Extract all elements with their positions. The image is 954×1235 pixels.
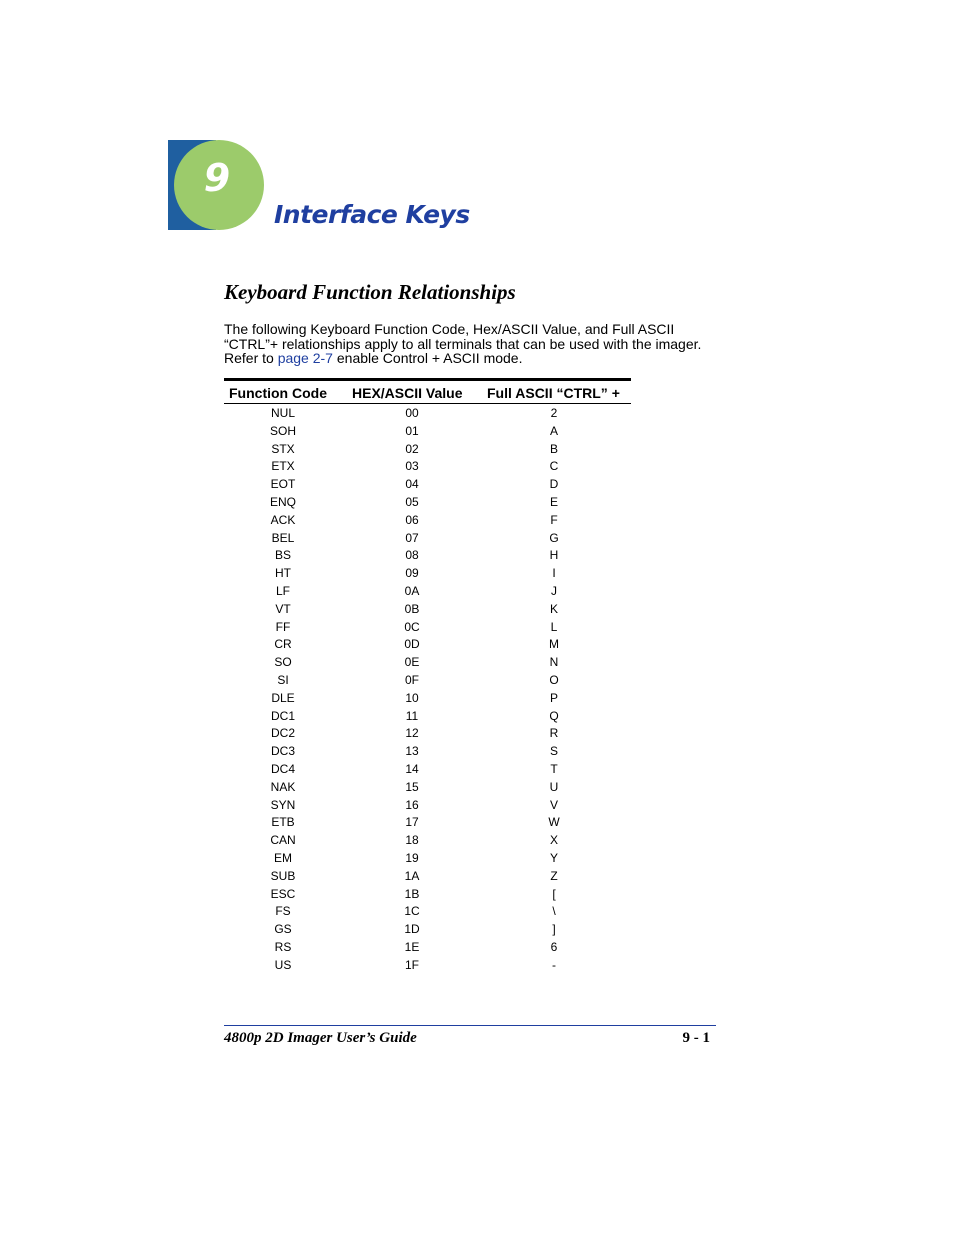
table-row (224, 600, 631, 618)
cell-hex-ascii-value: 0E (404, 655, 420, 670)
cell-hex-ascii-value: 0D (404, 637, 420, 652)
cell-full-ascii-ctrl: D (549, 477, 559, 492)
table-row (224, 849, 631, 867)
cell-function-code: EM (274, 850, 292, 865)
cell-hex-ascii-value: 1D (404, 922, 420, 937)
cell-function-code: VT (275, 601, 291, 616)
chapter-badge (168, 140, 264, 230)
cell-hex-ascii-value: 1C (404, 904, 420, 919)
table-header (224, 381, 631, 404)
cell-hex-ascii-value: 11 (405, 708, 419, 723)
table-row (224, 831, 631, 849)
cell-full-ascii-ctrl: 2 (550, 406, 558, 420)
cell-full-ascii-ctrl: B (549, 441, 558, 456)
cell-function-code: ETX (271, 459, 295, 474)
cell-function-code: SOH (269, 423, 296, 438)
cell-full-ascii-ctrl: X (549, 833, 558, 848)
table-row (224, 404, 631, 422)
cell-hex-ascii-value: 0A (404, 583, 420, 598)
intro-line-3 (224, 351, 724, 366)
cell-hex-ascii-value: 0F (404, 672, 419, 687)
footer-guide-title: 4800p 2D Imager User’s Guide (224, 1030, 417, 1046)
footer-rule (224, 1025, 716, 1026)
table-row (224, 475, 631, 493)
cell-function-code: BS (274, 548, 291, 563)
footer-page-number: 9 - 1 (682, 1030, 710, 1046)
intro-paragraph (224, 322, 724, 366)
cell-function-code: SYN (270, 797, 296, 812)
intro-line-1: The following Keyboard Function Code, Hex/ASCII Value, and Full ASCII (224, 321, 675, 337)
cell-function-code: STX (271, 441, 295, 456)
cell-hex-ascii-value: 1E (404, 939, 420, 954)
table-row (224, 564, 631, 582)
cell-function-code: FF (275, 619, 291, 634)
cell-function-code: BEL (271, 530, 295, 545)
cell-function-code: DC4 (270, 761, 295, 776)
intro-line-3-before: Refer to (224, 350, 278, 366)
intro-line-2: “CTRL”+ relationships apply to all terminals that can be used with the imager. (224, 335, 702, 352)
cell-hex-ascii-value: 07 (405, 530, 419, 545)
cell-full-ascii-ctrl: U (549, 779, 559, 794)
cell-full-ascii-ctrl: L (550, 619, 558, 634)
cell-full-ascii-ctrl: I (552, 566, 556, 581)
cell-function-code: SO (274, 655, 292, 670)
cell-full-ascii-ctrl: C (549, 459, 559, 474)
table-row (224, 457, 631, 475)
cell-function-code: ENQ (269, 494, 296, 509)
table-row (224, 867, 631, 885)
table-row (224, 778, 631, 796)
cell-hex-ascii-value: 14 (405, 761, 419, 776)
cell-hex-ascii-value: 01 (405, 423, 419, 438)
chapter-number: 9 (203, 156, 231, 200)
cell-function-code: DLE (271, 690, 295, 705)
cell-hex-ascii-value: 19 (405, 850, 419, 865)
cell-function-code: US (274, 957, 292, 972)
table-row (224, 938, 631, 956)
table-row (224, 582, 631, 600)
cell-function-code: LF (275, 583, 290, 598)
cell-hex-ascii-value: 1F (404, 957, 419, 972)
cell-hex-ascii-value: 00 (405, 406, 419, 420)
cell-full-ascii-ctrl: H (549, 548, 559, 563)
cell-full-ascii-ctrl: W (548, 815, 560, 830)
cell-hex-ascii-value: 0C (404, 619, 420, 634)
table-row (224, 707, 631, 725)
cell-full-ascii-ctrl: P (549, 690, 558, 705)
cell-full-ascii-ctrl: Q (549, 708, 559, 723)
cell-function-code: NUL (270, 406, 295, 420)
cell-full-ascii-ctrl: A (549, 423, 558, 438)
cell-hex-ascii-value: 12 (405, 726, 419, 741)
cell-full-ascii-ctrl: \ (552, 904, 556, 919)
cell-hex-ascii-value: 04 (405, 477, 419, 492)
header-hex-ascii-value: HEX/ASCII Value (352, 385, 463, 401)
cell-function-code: HT (275, 566, 291, 581)
cell-function-code: NAK (270, 779, 296, 794)
cell-function-code: GS (274, 922, 292, 937)
cell-hex-ascii-value: 17 (405, 815, 419, 830)
cell-full-ascii-ctrl: F (550, 512, 558, 527)
header-function-code: Function Code (229, 385, 327, 401)
cell-function-code: ACK (270, 512, 296, 527)
cell-function-code: DC3 (270, 744, 295, 759)
cell-full-ascii-ctrl: - (552, 957, 556, 972)
cell-full-ascii-ctrl: O (549, 672, 559, 687)
table-row (224, 956, 631, 974)
cell-full-ascii-ctrl: R (549, 726, 559, 741)
cell-hex-ascii-value: 10 (405, 690, 419, 705)
table-row (224, 546, 631, 564)
cell-full-ascii-ctrl: K (549, 601, 558, 616)
table-row (224, 422, 631, 440)
table-row (224, 618, 631, 636)
cell-function-code: ESC (270, 886, 296, 901)
cell-full-ascii-ctrl: T (550, 761, 558, 776)
table-row (224, 440, 631, 458)
cell-hex-ascii-value: 16 (405, 797, 419, 812)
table-row (224, 653, 631, 671)
function-code-table (224, 378, 631, 974)
table-row (224, 689, 631, 707)
table-row (224, 920, 631, 938)
cell-full-ascii-ctrl: J (551, 583, 557, 598)
cell-hex-ascii-value: 05 (405, 494, 419, 509)
cell-full-ascii-ctrl: N (549, 655, 559, 670)
cell-full-ascii-ctrl: 6 (550, 939, 558, 954)
table-row (224, 885, 631, 903)
cell-full-ascii-ctrl: M (549, 637, 559, 652)
cell-hex-ascii-value: 0B (404, 601, 420, 616)
cell-full-ascii-ctrl: ] (552, 922, 556, 937)
table-row (224, 813, 631, 831)
table-body (224, 404, 631, 974)
cell-function-code: RS (274, 939, 292, 954)
cell-hex-ascii-value: 08 (405, 548, 419, 563)
cell-function-code: CAN (270, 833, 296, 848)
header-full-ascii-ctrl: Full ASCII “CTRL” + (487, 385, 620, 401)
table-row (224, 529, 631, 547)
cell-full-ascii-ctrl: V (549, 797, 558, 812)
cell-full-ascii-ctrl: E (549, 494, 558, 509)
table-row (224, 760, 631, 778)
intro-line-3-after: enable Control + ASCII mode. (332, 350, 523, 366)
cell-hex-ascii-value: 1A (404, 868, 420, 883)
table-row (224, 511, 631, 529)
cell-hex-ascii-value: 18 (405, 833, 419, 848)
cell-function-code: SI (277, 672, 289, 687)
cell-hex-ascii-value: 1B (404, 886, 420, 901)
cell-function-code: DC1 (270, 708, 295, 723)
section-title: Keyboard Function Relationships (224, 280, 516, 304)
table-row (224, 493, 631, 511)
cell-hex-ascii-value: 13 (405, 744, 419, 759)
table-row (224, 796, 631, 814)
table-row (224, 724, 631, 742)
cell-full-ascii-ctrl: [ (552, 886, 556, 901)
cell-hex-ascii-value: 09 (405, 566, 419, 581)
cell-full-ascii-ctrl: G (549, 530, 559, 545)
chapter-title: Interface Keys (274, 200, 470, 229)
table-row (224, 635, 631, 653)
table-row (224, 742, 631, 760)
cell-function-code: FS (275, 904, 291, 919)
page-reference-link[interactable]: page 2-7 (277, 350, 333, 366)
cell-full-ascii-ctrl: Y (549, 850, 558, 865)
cell-hex-ascii-value: 06 (405, 512, 419, 527)
table-row (224, 902, 631, 920)
cell-function-code: ETB (271, 815, 295, 830)
cell-function-code: SUB (270, 868, 296, 883)
chapter-badge-green-circle (174, 140, 264, 230)
cell-full-ascii-ctrl: Z (550, 868, 558, 883)
cell-function-code: DC2 (270, 726, 295, 741)
cell-full-ascii-ctrl: S (549, 744, 558, 759)
table-row (224, 671, 631, 689)
cell-hex-ascii-value: 02 (405, 441, 419, 456)
cell-hex-ascii-value: 15 (405, 779, 419, 794)
cell-hex-ascii-value: 03 (405, 459, 419, 474)
cell-function-code: CR (274, 637, 292, 652)
cell-function-code: EOT (270, 477, 296, 492)
